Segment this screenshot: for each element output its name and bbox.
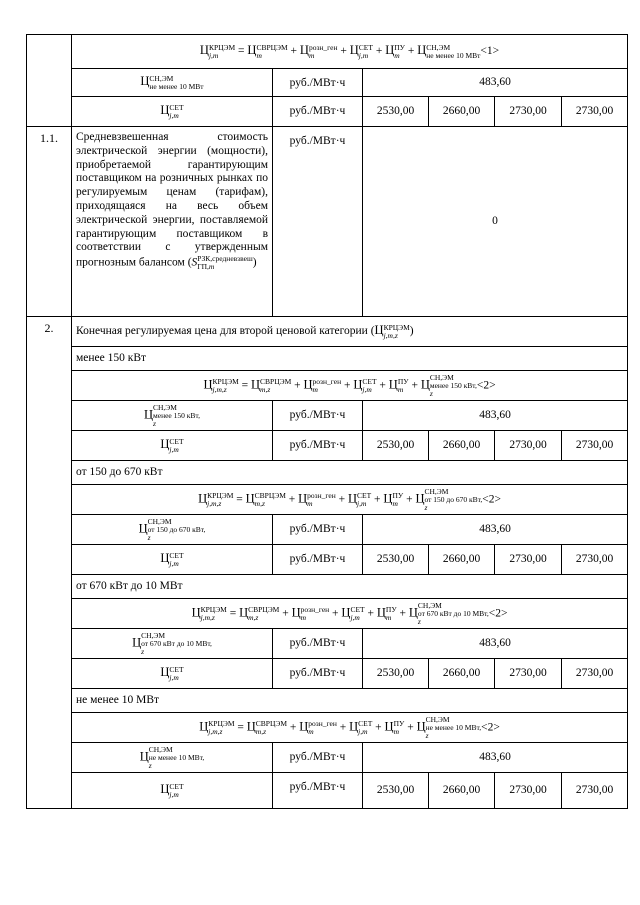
- price-cell: 2530,00: [363, 659, 429, 689]
- price-cell: 2660,00: [429, 545, 495, 575]
- set-symbol: Ц СЕТ j,m: [72, 431, 273, 461]
- price-cell: 2730,00: [495, 545, 562, 575]
- formula-row: [27, 35, 628, 69]
- unit: руб./МВт·ч: [273, 545, 363, 575]
- price-cell: 2730,00: [562, 431, 628, 461]
- price-cell: 2530,00: [363, 431, 429, 461]
- sn-value: 483,60: [363, 743, 628, 773]
- price-cell: 2660,00: [429, 431, 495, 461]
- sn-value: 483,60: [363, 629, 628, 659]
- sn-row: [27, 743, 628, 773]
- price-cell: 2530,00: [363, 97, 429, 127]
- price-cell: 2730,00: [495, 97, 562, 127]
- sn-symbol: Ц СН,ЭМ от 150 до 670 кВт, z: [72, 515, 273, 545]
- formula-row: [27, 485, 628, 515]
- sn-value: 483,60: [363, 515, 628, 545]
- group-label: от 670 кВт до 10 МВт: [72, 575, 628, 599]
- group-label-row: [27, 461, 628, 485]
- unit: руб./МВт·ч: [273, 127, 363, 317]
- row-1-1-text: Средневзвешенная стоимость электрической энергии (мощности), приобретаемой гарантирующим поставщиком на розничных рынках по регулируемым ценам (тарифам), приходящаяся на весь объем электрической энергии, поставляемой гарантирующим поставщиком в соответствии с утвержденным прогнозным балансом (S РЗК,средневзвеш ГП,m ): [72, 127, 273, 317]
- sn-row: [27, 515, 628, 545]
- group-formula: Ц КРЦЭМ j,m,z = Ц СВРЦЭМ m,z + Ц розн_ген m + Ц СЕТ j,m + Ц ПУ m + Ц СН,ЭМ менее 150 кВт, z <2>: [72, 371, 628, 401]
- set-symbol: Ц СЕТ j,m: [72, 545, 273, 575]
- sn-symbol: Ц СН,ЭМ от 670 кВт до 10 МВт, z: [72, 629, 273, 659]
- sn-row: [27, 629, 628, 659]
- unit: руб./МВт·ч: [273, 743, 363, 773]
- group-formula: Ц КРЦЭМ j,m,z = Ц СВРЦЭМ m,z + Ц розн_ген m + Ц СЕТ j,m + Ц ПУ m + Ц СН,ЭМ не менее 10 МВт, z <2>: [72, 713, 628, 743]
- tariff-table: [26, 34, 628, 809]
- price-cell: 2530,00: [363, 773, 429, 809]
- formula-row: [27, 371, 628, 401]
- price-cell: 2530,00: [363, 545, 429, 575]
- row-2-title: [27, 317, 628, 347]
- row-1-1: [27, 127, 628, 317]
- sn-row: [27, 69, 628, 97]
- sn-symbol: Ц СН,ЭМ менее 150 кВт, z: [72, 401, 273, 431]
- price-cell: 2730,00: [495, 773, 562, 809]
- row-number: 1.1.: [27, 127, 72, 317]
- unit: руб./МВт·ч: [273, 629, 363, 659]
- formula-row: [27, 599, 628, 629]
- sn-symbol: Ц СН,ЭМ не менее 10 МВт: [72, 69, 273, 97]
- group-label: от 150 до 670 кВт: [72, 461, 628, 485]
- set-symbol: Ц СЕТ j,m: [72, 97, 273, 127]
- group-formula: Ц КРЦЭМ j,m,z = Ц СВРЦЭМ m,z + Ц розн_ген m + Ц СЕТ j,m + Ц ПУ m + Ц СН,ЭМ от 150 до 670 кВт, z <2>: [72, 485, 628, 515]
- sn-value: 483,60: [363, 69, 628, 97]
- set-row: [27, 97, 628, 127]
- price-cell: 2730,00: [562, 659, 628, 689]
- group-formula: Ц КРЦЭМ j,m,z = Ц СВРЦЭМ m,z + Ц розн_ген m + Ц СЕТ j,m + Ц ПУ m + Ц СН,ЭМ от 670 кВт до 10 МВт, z <2>: [72, 599, 628, 629]
- row-1-1-value: 0: [363, 127, 628, 317]
- group-label-row: [27, 575, 628, 599]
- price-cell: 2730,00: [562, 97, 628, 127]
- set-row: [27, 431, 628, 461]
- unit: руб./МВт·ч: [273, 69, 363, 97]
- price-cell: 2730,00: [562, 545, 628, 575]
- price-cell: 2730,00: [562, 773, 628, 809]
- sn-value: 483,60: [363, 401, 628, 431]
- set-row: [27, 773, 628, 809]
- price-cell: 2660,00: [429, 659, 495, 689]
- price-cell: 2660,00: [429, 97, 495, 127]
- set-row: [27, 545, 628, 575]
- group-label: не менее 10 МВт: [72, 689, 628, 713]
- set-symbol: Ц СЕТ j,m: [72, 773, 273, 809]
- unit: руб./МВт·ч: [273, 659, 363, 689]
- group-label-row: [27, 347, 628, 371]
- price-cell: 2660,00: [429, 773, 495, 809]
- unit: руб./МВт·ч: [273, 97, 363, 127]
- unit: руб./МВт·ч: [273, 773, 363, 809]
- unit: руб./МВт·ч: [273, 515, 363, 545]
- price-cell: 2730,00: [495, 659, 562, 689]
- sn-row: [27, 401, 628, 431]
- section-title: Конечная регулируемая цена для второй ценовой категории (Ц КРЦЭМ j,m,z ): [72, 317, 628, 347]
- group-label-row: [27, 689, 628, 713]
- formula-1: Ц КРЦЭМ j,m = Ц СВРЦЭМ m + Ц розн_ген m + Ц СЕТ j,m + Ц ПУ m + Ц СН,ЭМ не менее 10 МВт <1>: [72, 35, 628, 69]
- sn-symbol: Ц СН,ЭМ не менее 10 МВт, z: [72, 743, 273, 773]
- formula-row: [27, 713, 628, 743]
- price-cell: 2730,00: [495, 431, 562, 461]
- row-number: 2.: [27, 317, 72, 809]
- unit: руб./МВт·ч: [273, 401, 363, 431]
- set-symbol: Ц СЕТ j,m: [72, 659, 273, 689]
- row-number-empty: [27, 35, 72, 127]
- unit: руб./МВт·ч: [273, 431, 363, 461]
- set-row: [27, 659, 628, 689]
- group-label: менее 150 кВт: [72, 347, 628, 371]
